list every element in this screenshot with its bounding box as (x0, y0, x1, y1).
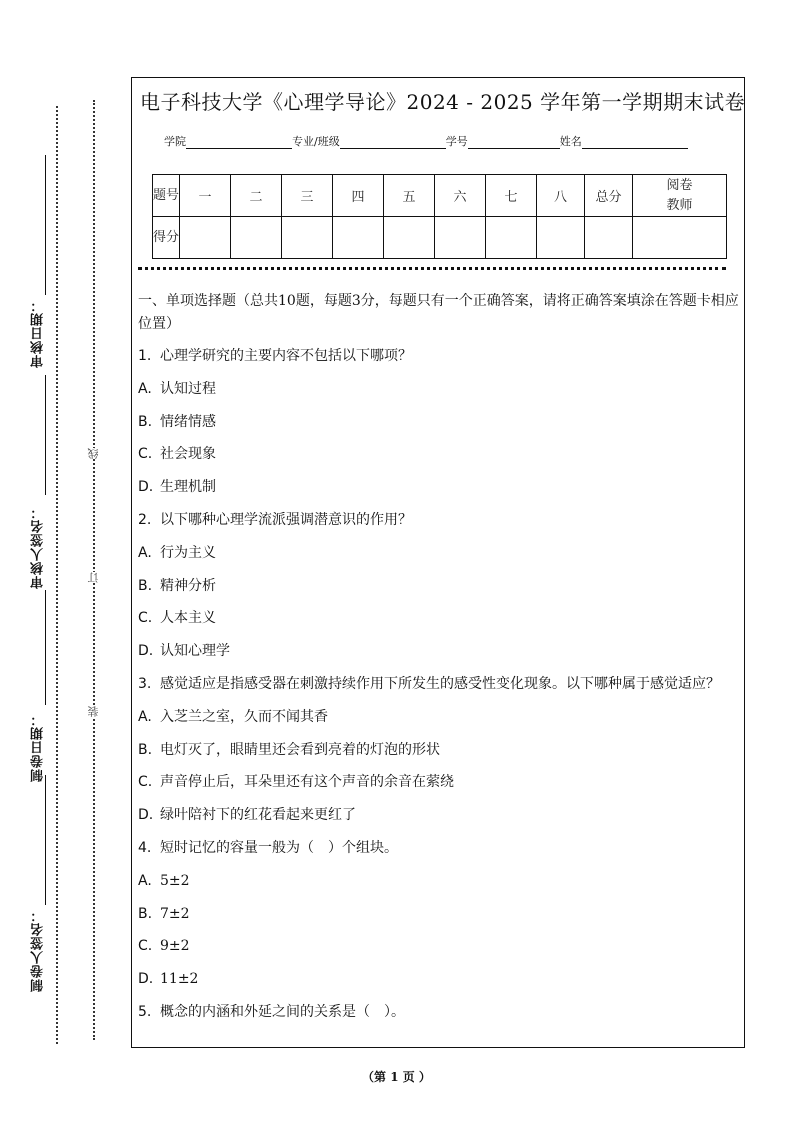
q1-option-b: B. 情绪情感 (138, 413, 216, 430)
col-total: 总分 (585, 175, 633, 217)
signature-line (45, 375, 46, 495)
exam-title: 电子科技大学《心理学导论》2024 - 2025 学年第一学期期末试卷 (140, 90, 746, 114)
score-cell-6[interactable] (435, 217, 486, 259)
dotted-cut-line-outer (56, 106, 58, 1044)
score-cell-3[interactable] (282, 217, 333, 259)
binding-margin (0, 0, 130, 1122)
name-field[interactable] (582, 136, 688, 149)
col-3: 三 (282, 175, 333, 217)
col-4: 四 (333, 175, 384, 217)
major-class-label: 专业/班级 (292, 135, 340, 148)
college-field[interactable] (186, 136, 292, 149)
q2-option-c: C. 人本主义 (138, 610, 216, 627)
q4-option-d: D. 11±2 (138, 971, 199, 988)
question-number-header: 题号 (153, 175, 180, 217)
score-cell-7[interactable] (486, 217, 537, 259)
col-6: 六 (435, 175, 486, 217)
college-label: 学院 (164, 135, 186, 148)
q2-option-b: B. 精神分析 (138, 577, 216, 594)
signature-line (45, 775, 46, 905)
col-5: 五 (384, 175, 435, 217)
q4-option-b: B. 7±2 (138, 905, 190, 922)
score-table (152, 174, 727, 259)
q1-option-c: C. 社会现象 (138, 446, 216, 463)
q1-option-a: A. 认知过程 (138, 380, 216, 397)
question-2: 2. 以下哪种心理学流派强调潜意识的作用？ (138, 511, 412, 528)
student-id-label: 学号 (445, 135, 468, 148)
reviewer-signature-label: 审核人签名： (31, 505, 46, 589)
score-cell-total[interactable] (585, 217, 633, 259)
q4-option-c: C. 9±2 (138, 938, 190, 955)
section-heading: 一、单项选择题（总共10题，每题3分，每题只有一个正确答案，请将正确答案填涂在答题卡相应位置） (138, 293, 739, 332)
q2-option-a: A. 行为主义 (138, 544, 216, 561)
preparer-signature-label: 制卷人签名： (31, 908, 46, 992)
col-7: 七 (486, 175, 537, 217)
score-cell-1[interactable] (180, 217, 231, 259)
bind-char-ding: 订 (87, 572, 100, 583)
q3-option-d: D. 绿叶陪衬下的红花看起来更红了 (138, 807, 356, 824)
score-table-header-row (153, 175, 727, 217)
q2-option-d: D. 认知心理学 (138, 643, 230, 660)
exam-body (138, 290, 742, 1034)
exam-page-frame (131, 77, 745, 1048)
question-1: 1. 心理学研究的主要内容不包括以下哪项？ (138, 348, 412, 364)
prepare-date-label: 制卷日期： (31, 712, 46, 782)
signature-line (45, 590, 46, 705)
score-header: 得分 (153, 217, 180, 259)
score-cell-4[interactable] (333, 217, 384, 259)
score-cell-2[interactable] (231, 217, 282, 259)
major-class-field[interactable] (340, 136, 446, 149)
dotted-separator (138, 267, 726, 270)
col-grader: 阅卷教师 (633, 175, 727, 217)
page-number: （第 1 页 ） (362, 1070, 431, 1084)
question-3: 3. 感觉适应是指感受器在刺激持续作用下所发生的感受性变化现象。以下哪种属于感觉适应？ (138, 675, 720, 692)
bind-char-zhuang: 装 (87, 706, 100, 717)
q3-option-a: A. 入芝兰之室，久而不闻其香 (138, 708, 328, 725)
score-table-score-row (153, 217, 727, 259)
student-info-row (164, 133, 688, 149)
score-cell-grader[interactable] (633, 217, 727, 259)
q1-option-d: D. 生理机制 (138, 479, 216, 496)
name-label: 姓名 (559, 135, 582, 148)
col-8: 八 (537, 175, 585, 217)
review-date-label: 审核日期： (31, 298, 46, 368)
question-5: 5. 概念的内涵和外延之间的关系是（ ）。 (138, 1003, 405, 1020)
col-2: 二 (231, 175, 282, 217)
q3-option-b: B. 电灯灭了，眼睛里还会看到亮着的灯泡的形状 (138, 741, 440, 758)
dotted-cut-line-inner (93, 100, 95, 1040)
col-1: 一 (180, 175, 231, 217)
signature-line (45, 155, 46, 295)
score-cell-5[interactable] (384, 217, 435, 259)
question-4: 4. 短时记忆的容量一般为（ ）个组块。 (138, 839, 398, 856)
bind-char-xian: 线 (87, 448, 100, 459)
q3-option-c: C. 声音停止后，耳朵里还有这个声音的余音在萦绕 (138, 774, 454, 791)
score-cell-8[interactable] (537, 217, 585, 259)
student-id-field[interactable] (468, 136, 560, 149)
q4-option-a: A. 5±2 (138, 872, 190, 889)
